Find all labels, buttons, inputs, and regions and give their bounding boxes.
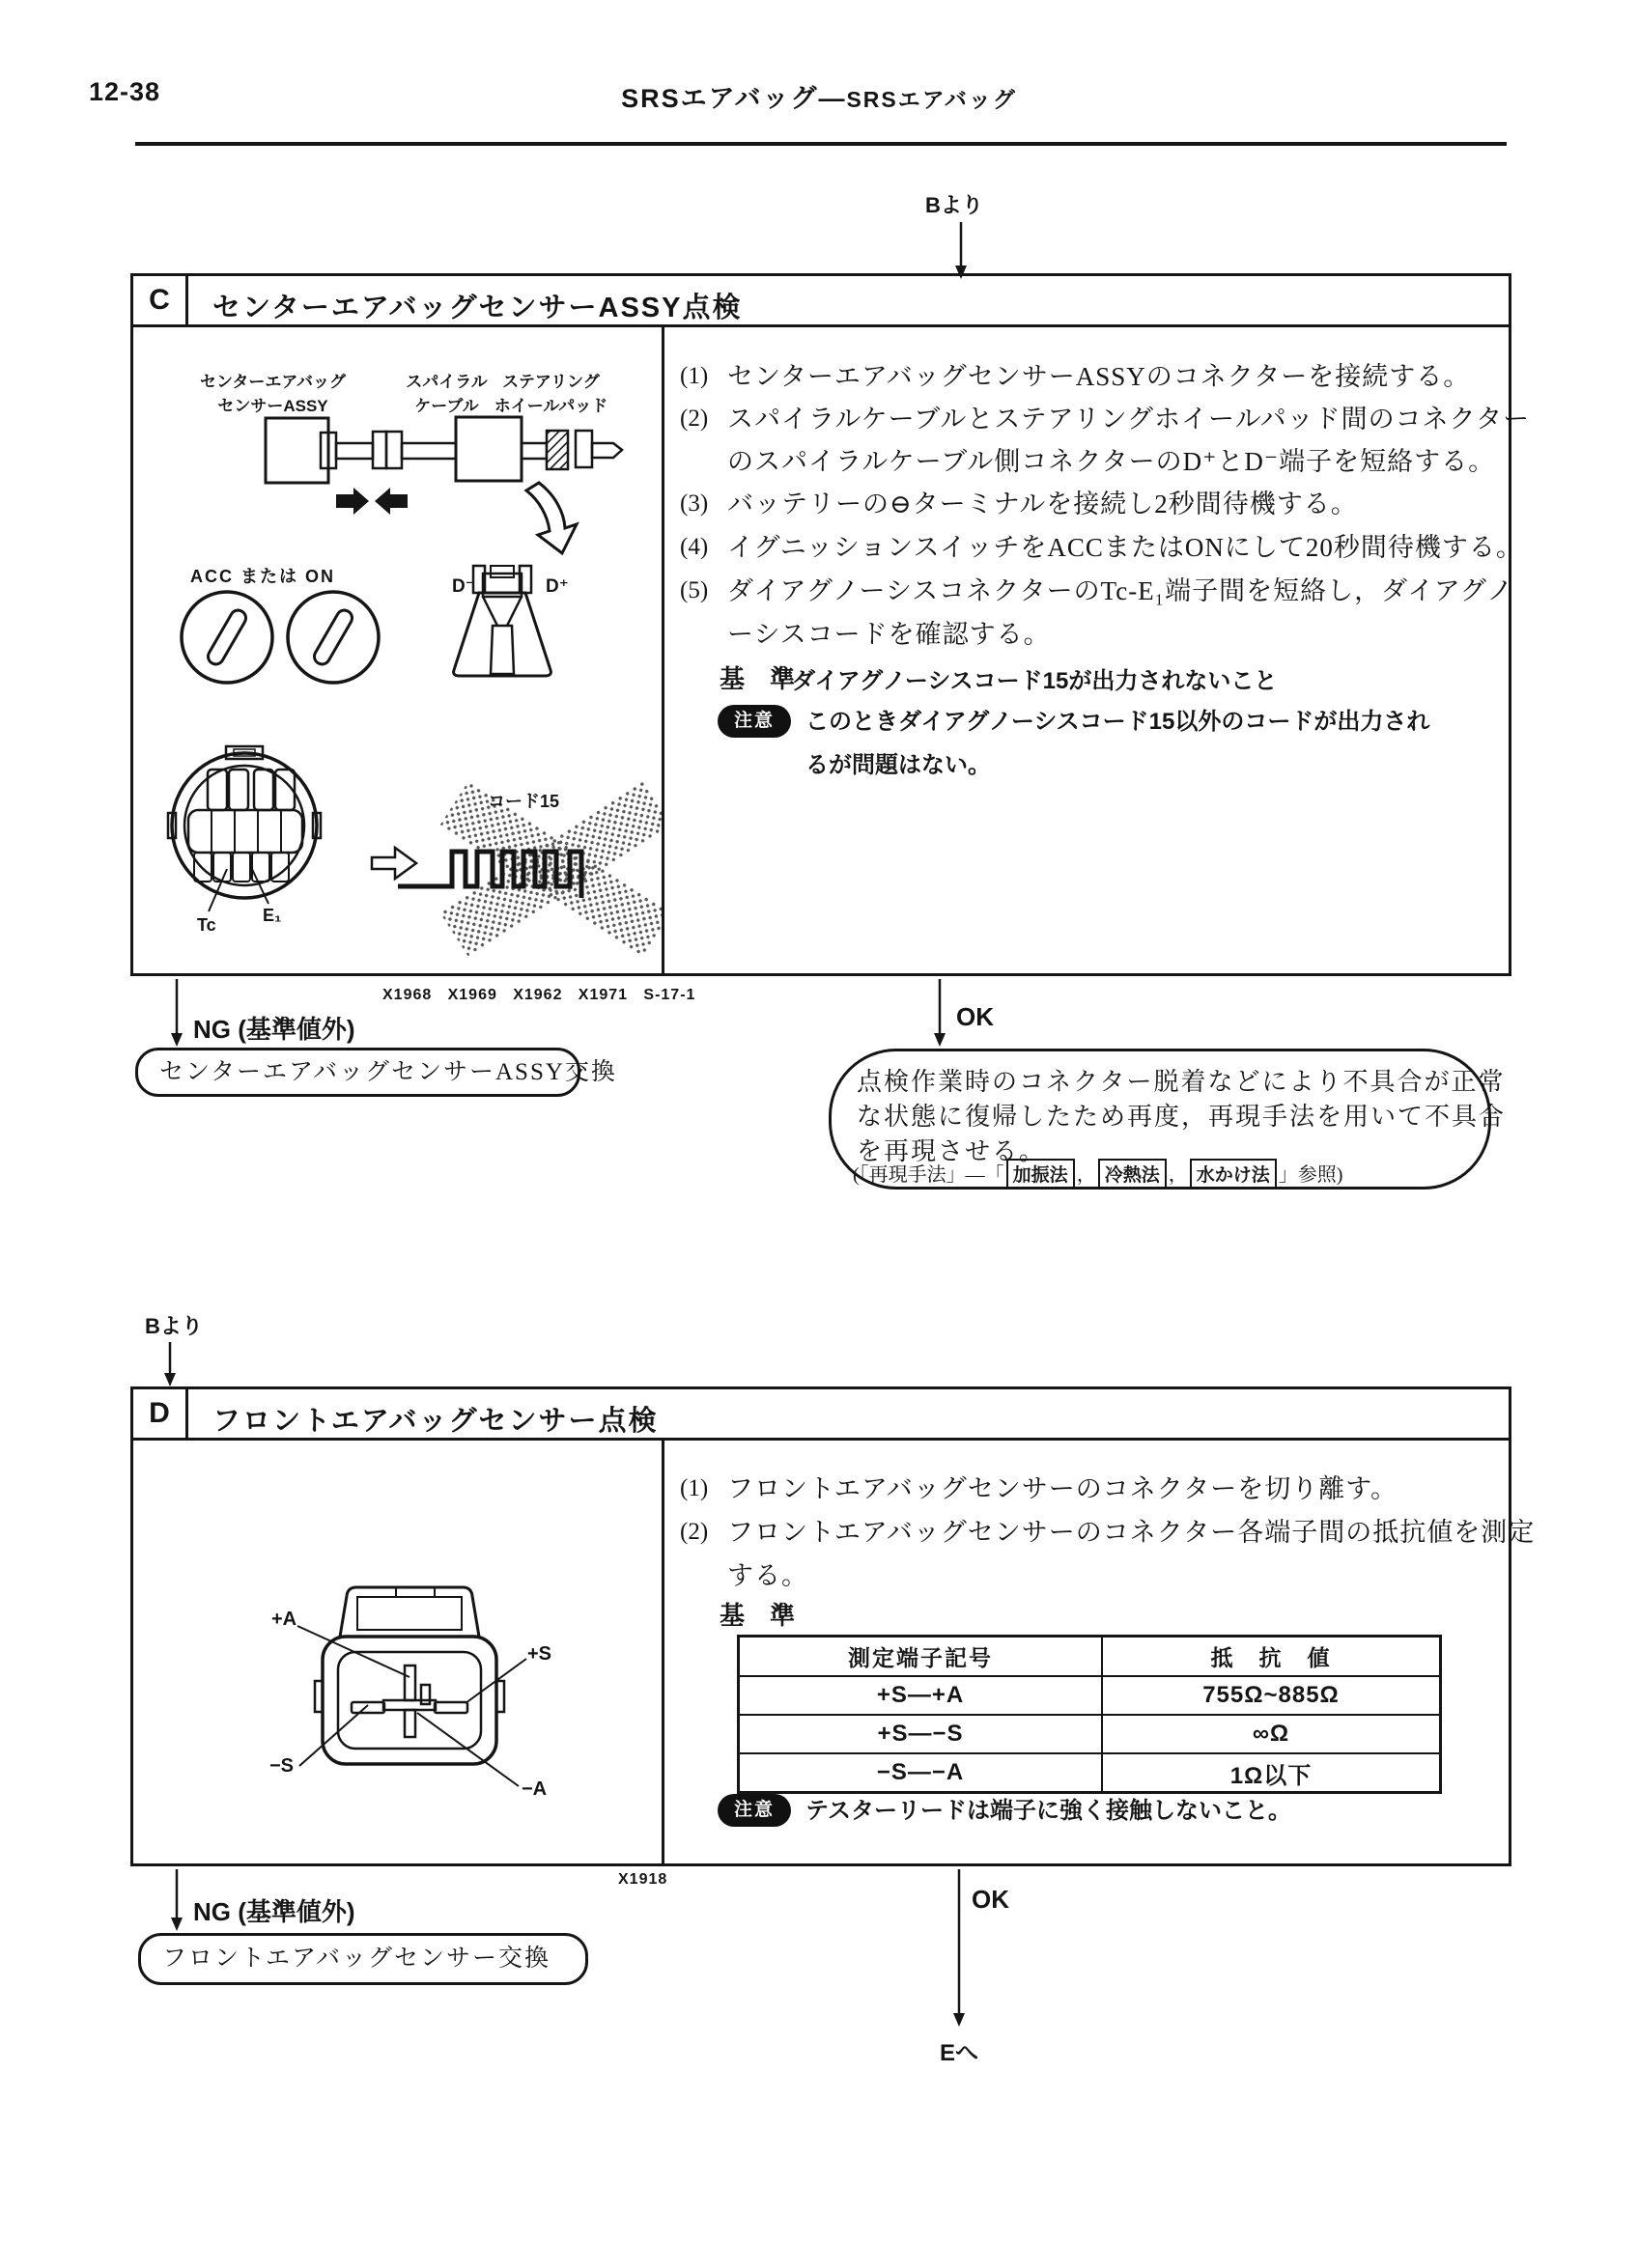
c-ng-action-box [135,1048,617,1097]
section-d-diagram [133,1441,662,1863]
d-ng-label: NG (基準値外) [193,1897,355,1926]
page-title-sub: SRSエアバッグ [846,87,1017,112]
flow-from-b-top: Bより [925,193,983,217]
step-number: (1) [680,1475,709,1501]
label-plus-a: +A [271,1609,297,1630]
section-c-id: C [149,284,170,316]
table-row [739,1753,1441,1793]
method-box-water: 水かけ法 [1190,1159,1277,1189]
step-number: (2) [680,406,709,432]
d-ng-action-box [138,1933,588,1985]
page-title-main: SRSエアバッグ— [621,84,847,113]
label-steering-pad: ステアリング ホイールパッド [494,373,608,415]
figure-numbers-c: X1968 X1969 X1962 X1971 S-17-1 [382,987,696,1003]
section-c-title: センターエアバッグセンサーASSY点検 [212,293,743,323]
table-cell-terminals: −S—−A [739,1753,1103,1793]
step-text: スパイラルケーブルとステアリングホイールパッド間のコネクター [727,405,1531,434]
method-box-vibration: 加振法 [1006,1159,1075,1189]
diagnosis-connector-drawing [168,746,321,911]
section-d-title: フロントエアバッグセンサー点検 [212,1406,659,1437]
detail-arrow-icon [526,483,577,553]
step-text: イグニッションスイッチをACCまたはONにして20秒間待機する。 [727,533,1523,562]
table-header-row [739,1637,1441,1677]
step-text: する。 [727,1561,808,1590]
c-ok-text-line2: な状態に復帰したため再度，再現手法を用いて不具合 [857,1103,1507,1131]
section-d-id: D [149,1397,170,1429]
c-ok-reference-line: (「再現手法」—「 加振法 ， 冷熱法 ， 水かけ法 」参照) [853,1159,1342,1189]
label-d-minus: D⁻ [452,576,475,597]
press-together-arrows-icon [336,488,408,515]
implies-arrow-icon [372,848,416,879]
standard-label-d: 基 準 [720,1601,796,1630]
caution-text-c-line2: るが問題はない。 [805,752,991,778]
step-number: (1) [680,363,709,389]
section-c-id-divider [185,276,188,324]
label-minus-a: −A [522,1778,548,1800]
label-code15: コード15 [488,792,560,811]
step-text: バッテリーの⊖ターミナルを接続し2秒間待機する。 [727,490,1358,518]
label-tc-terminal: Tc [197,915,216,935]
resistance-table [737,1635,1442,1794]
c-ok-label: OK [956,1002,994,1031]
label-spiral-cable: スパイラル ケーブル [406,373,488,415]
step-text: ーシスコードを確認する。 [727,620,1051,649]
ignition-key-drawing [182,592,379,683]
step-number: (3) [680,490,709,517]
table-cell-resistance: 1Ω以下 [1102,1753,1441,1793]
step-text: フロントエアバッグセンサーのコネクターを切り離す。 [727,1474,1398,1503]
table-cell-terminals: +S—−S [739,1715,1103,1753]
table-row [739,1715,1441,1753]
step-text: フロントエアバッグセンサーのコネクター各端子間の抵抗値を測定 [727,1518,1536,1547]
section-d-id-divider [185,1389,188,1438]
d-ok-label: OK [972,1885,1009,1914]
c-ok-text-line3: を再現させる。 [857,1137,1047,1165]
method-box-heat-cool: 冷熱法 [1098,1159,1167,1189]
figure-number-d: X1918 [618,1871,668,1888]
label-center-airbag-sensor: センターエアバッグ センサーASSY [200,373,346,415]
d-ng-action-text: フロントエアバッグセンサー交換 [162,1946,551,1972]
table-row [739,1676,1441,1715]
c-ok-action-box [829,1049,1507,1190]
flow-to-e: Eへ [940,2040,979,2066]
c-ng-label: NG (基準値外) [193,1015,355,1044]
section-c-diagram [133,330,662,973]
label-minus-s: −S [269,1755,295,1777]
front-sensor-connector-drawing [297,1587,526,1786]
table-cell-resistance: ∞Ω [1102,1715,1441,1753]
label-acc-or-on: ACC または ON [190,567,335,586]
table-cell-resistance: 755Ω~885Ω [1102,1676,1441,1715]
table-header-terminals: 測定端子記号 [739,1637,1103,1677]
c-ok-text-line1: 点検作業時のコネクター脱着などにより不具合が正常 [857,1068,1506,1096]
step-number: (2) [680,1519,709,1545]
label-d-plus: D⁺ [546,576,569,597]
caution-text-c-line1: このときダイアグノーシスコード15以外のコードが出力され [805,709,1430,735]
caution-text-d: テスターリードは端子に強く接触しないこと。 [805,1798,1292,1824]
flow-from-b-mid: Bより [145,1314,203,1338]
sensor-chain-drawing [266,417,622,483]
c-ng-action-text: センターエアバッグセンサーASSY交換 [159,1059,617,1085]
standard-label-c: 基 準 [720,664,796,693]
section-d-panel-divider [662,1441,664,1866]
table-cell-terminals: +S—+A [739,1676,1103,1715]
label-e1-terminal: E₁ [263,906,282,925]
step-text: のスパイラルケーブル側コネクターのD⁺とD⁻端子を短絡する。 [727,447,1496,476]
caution-badge-d: 注意 [718,1794,791,1827]
caution-badge-c: 注意 [718,705,791,738]
step-number: (5) [680,577,709,603]
page-number: 12-38 [89,77,161,106]
label-plus-s: +S [527,1643,552,1665]
step-text: ダイアグノーシスコネクターのTc-E₁端子間を短絡し，ダイアグノ [727,576,1514,605]
step-number: (4) [680,534,709,560]
standard-text-c: ダイアグノーシスコード15が出力されないこと [792,668,1278,694]
section-c-panel-divider [662,327,664,973]
step-text: センターエアバッグセンサーASSYのコネクターを接続する。 [727,362,1471,391]
table-header-resistance: 抵 抗 値 [1102,1637,1441,1677]
